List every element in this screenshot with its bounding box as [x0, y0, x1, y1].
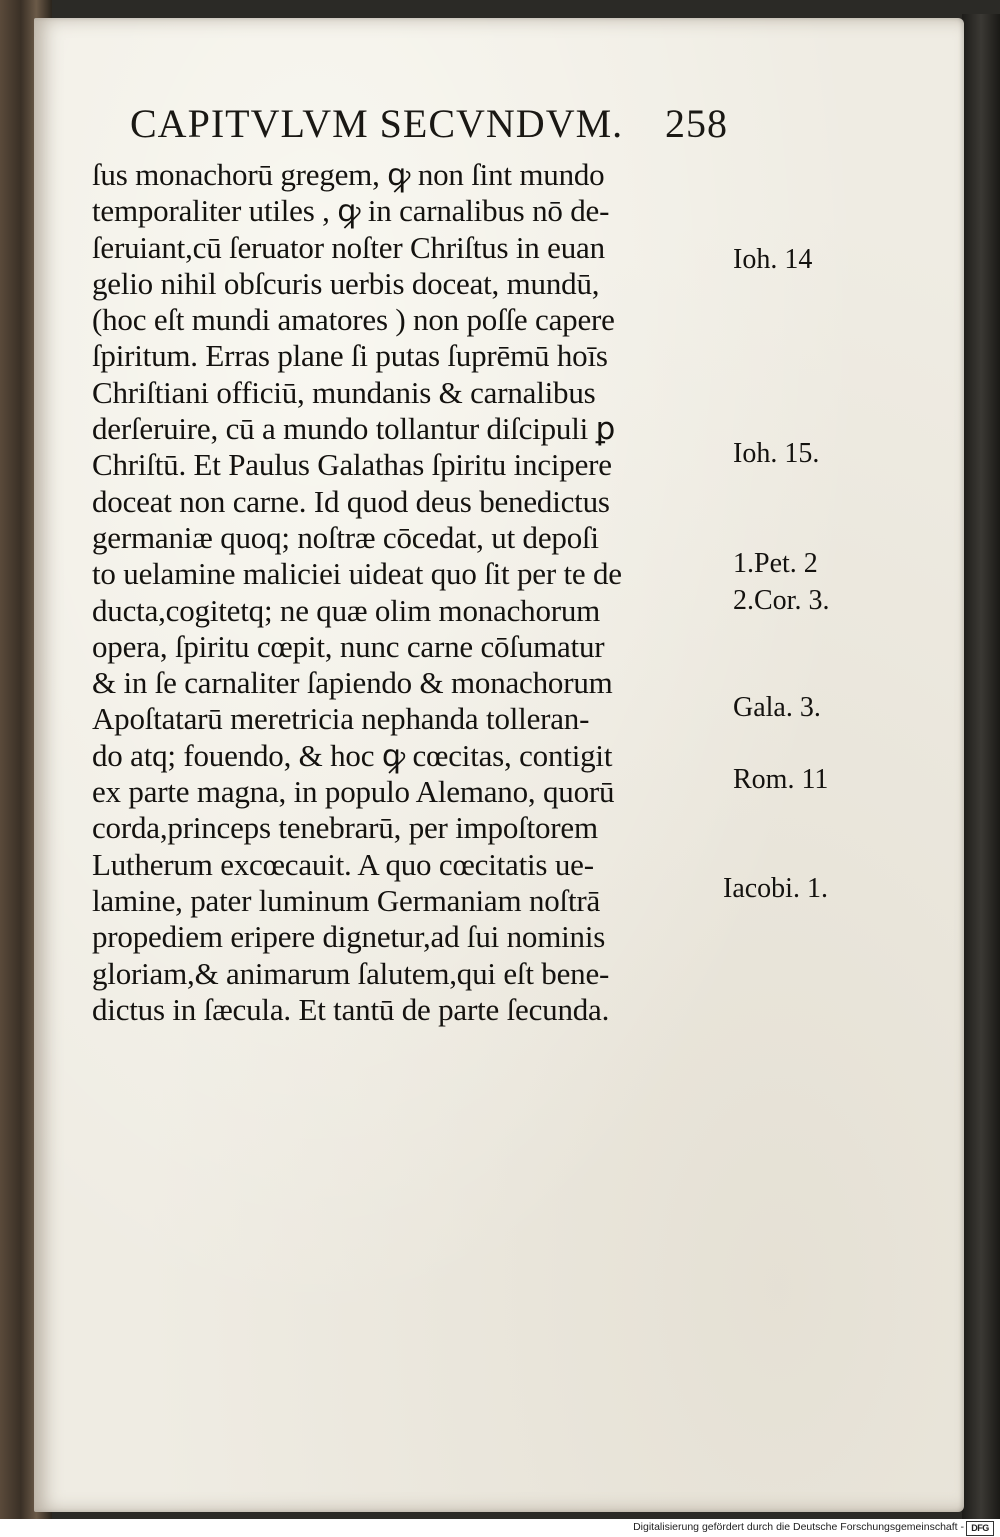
page-edge-shadow	[962, 14, 1000, 1519]
marginal-note: Ioh. 14	[733, 244, 813, 275]
text-line: derſeruire, cū a mundo tollantur diſcipuli ꝑ	[92, 411, 616, 447]
running-header	[130, 100, 750, 147]
text-line: Chriſtū. Et Paulus Galathas ſpiritu incipere	[92, 447, 612, 483]
text-line: ſeruiant,cū ſeruator noſter Chriſtus in euan	[92, 229, 605, 265]
text-line: temporaliter utiles , ꝙ in carnalibus nō de-	[92, 193, 610, 229]
text-line: ſus monachorū gregem, ꝙ non ſint mundo	[92, 157, 605, 192]
main-text-block	[92, 157, 742, 1028]
text-line: Apoſtatarū meretricia nephanda tolleran-	[92, 701, 590, 737]
text-line: germaniæ quoq; noſtræ cōcedat, ut depoſi	[92, 519, 599, 555]
text-line: dictus in ſæcula. Et tantū de parte ſecunda.	[92, 991, 610, 1027]
text-line: corda,princeps tenebrarū, per impoſtorem	[92, 810, 598, 846]
text-line: ex parte magna, in populo Alemano, quorū	[92, 774, 615, 810]
marginal-note: Rom. 11	[733, 764, 829, 795]
marginal-note: Iacobi. 1.	[723, 873, 828, 904]
text-line: Lutherum excœcauit. A quo cœcitatis ue-	[92, 846, 594, 882]
marginal-note: Ioh. 15.	[733, 438, 820, 469]
dfg-logo: DFG	[966, 1521, 994, 1536]
marginal-note: Gala. 3.	[733, 692, 821, 723]
marginal-note: 2.Cor. 3.	[733, 585, 830, 616]
text-line: Chriſtiani officiū, mundanis & carnalibus	[92, 374, 596, 410]
text-line: gloriam,& animarum ſalutem,qui eſt bene-	[92, 955, 610, 991]
text-line: doceat non carne. Id quod deus benedictus	[92, 483, 610, 519]
text-line: gelio nihil obſcuris uerbis doceat, mundū,	[92, 265, 600, 301]
digitization-credit: Digitalisierung gefördert durch die Deutsche Forschungsgemeinschaft -	[633, 1521, 964, 1533]
marginal-note: 1.Pet. 2	[733, 548, 818, 579]
text-line: & in ſe carnaliter ſapiendo & monachorum	[92, 665, 613, 701]
text-line: to uelamine maliciei uideat quo ſit per te de	[92, 556, 622, 592]
chapter-title: CAPITVLVM SECVNDVM.	[130, 101, 624, 146]
text-line: do atq; fouendo, & hoc ꝙ cœcitas, contigit	[92, 737, 613, 773]
text-line: ducta,cogitetq; ne quæ olim monachorum	[92, 592, 601, 628]
text-line: lamine, pater luminum Germaniam noſtrā	[92, 882, 601, 918]
text-line: ſpiritum. Erras plane ſi putas ſuprēmū hoīs	[92, 338, 608, 374]
text-line: (hoc eſt mundi amatores ) non poſſe capere	[92, 302, 615, 338]
folio-number: 258	[665, 101, 728, 146]
text-line: propediem eripere dignetur,ad ſui nominis	[92, 919, 606, 955]
text-line: opera, ſpiritu cœpit, nunc carne cōſumatur	[92, 628, 605, 664]
